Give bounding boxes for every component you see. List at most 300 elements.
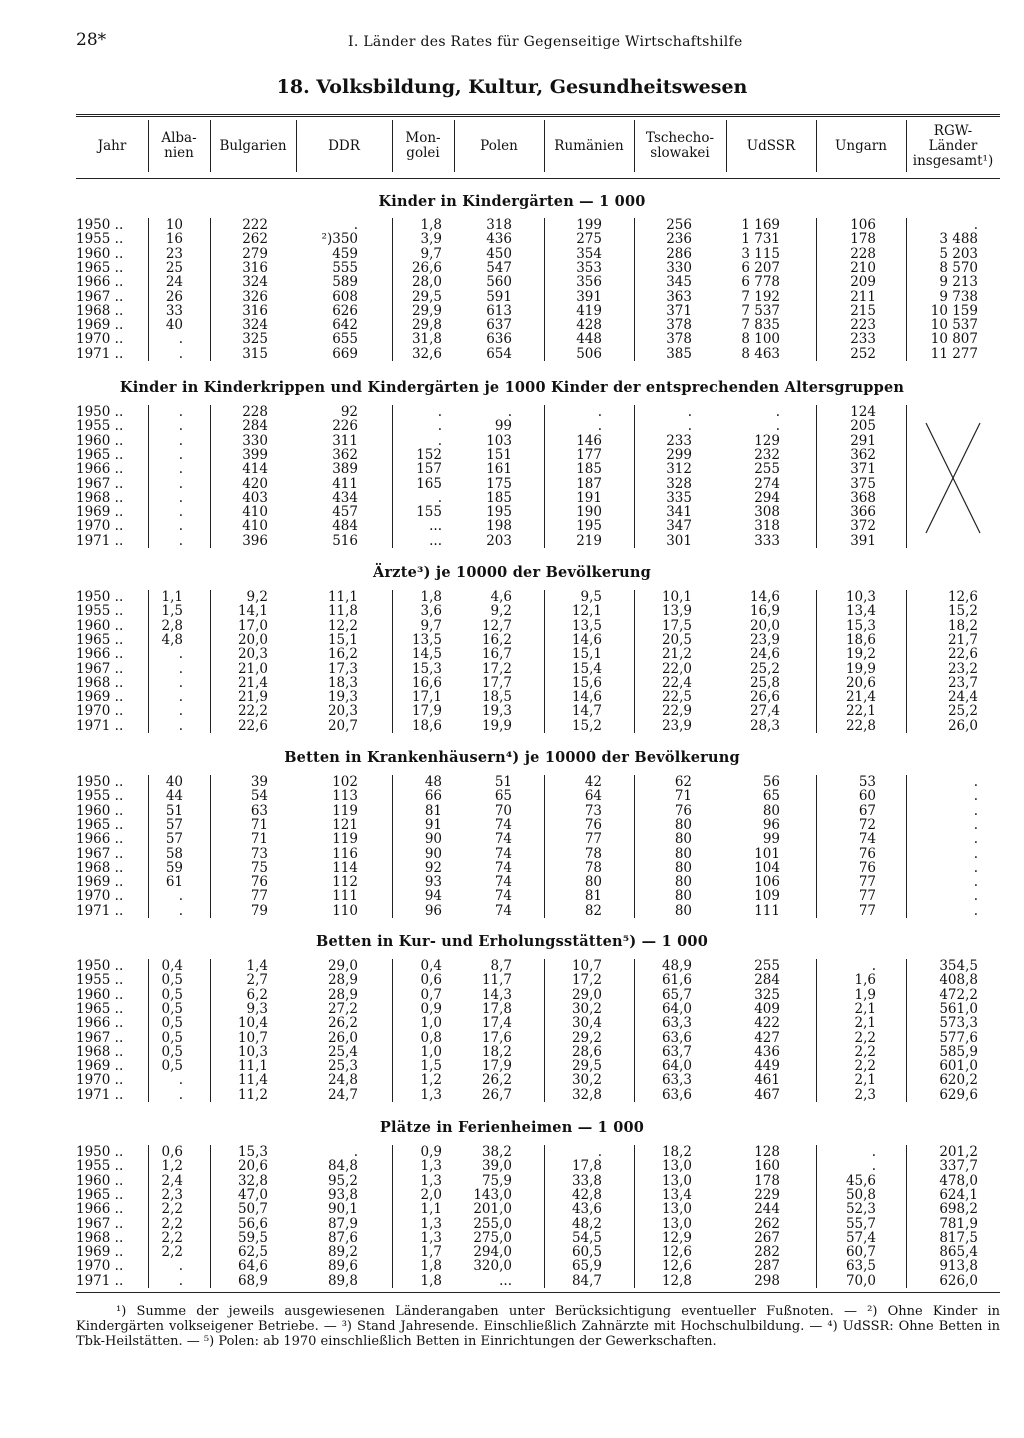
value-cell-udssr: 16,9 [749,603,780,620]
year-cell: 1967 .. [76,1029,124,1046]
value-cell-mongolei: . [437,489,442,506]
value-cell-rumaenien: 14,6 [571,689,602,706]
value-cell-rumaenien: 353 [576,259,602,276]
year-cell: 1970 .. [76,518,124,535]
header-line: Alba- [161,130,197,146]
value-cell-ddr: 24,8 [327,1072,358,1089]
value-cell-albanien: 2,4 [161,1172,183,1189]
value-cell-mongolei: 90 [424,845,442,862]
value-cell-albanien: 0,5 [161,986,183,1003]
value-cell-rumaenien: 190 [576,504,602,521]
year-cell: 1965 .. [76,816,124,833]
value-cell-bulgarien: 420 [242,475,268,492]
value-cell-udssr: 294 [754,489,780,506]
value-cell-rumaenien: 275 [576,231,602,248]
year-cell: 1970 .. [76,331,124,348]
value-cell-ungarn: 10,3 [845,589,876,605]
column-divider [906,120,907,172]
column-divider [296,120,297,172]
value-cell-polen: 26,7 [481,1086,512,1103]
value-cell-albanien: . [178,331,183,348]
value-cell-udssr: 65 [762,788,780,805]
value-cell-albanien: 0,4 [161,958,183,974]
value-cell-rgw: . [973,816,978,833]
column-divider [392,120,393,172]
value-cell-bulgarien: 324 [242,274,268,291]
value-cell-ungarn: 209 [850,274,876,291]
value-cell-rgw: 573,3 [939,1015,978,1032]
value-cell-albanien: . [178,446,183,463]
value-cell-bulgarien: 20,6 [237,1158,268,1175]
table-row [0,775,1024,789]
value-cell-ungarn: 210 [850,259,876,276]
value-cell-albanien: . [178,646,183,663]
value-cell-ddr: 112 [332,874,358,891]
value-cell-ddr: 90,1 [327,1201,358,1218]
value-cell-rumaenien: 30,2 [571,1072,602,1089]
value-cell-polen: 198 [486,518,512,535]
value-cell-albanien: 24 [165,274,183,291]
value-cell-udssr: 1 169 [741,217,780,233]
table-row [0,261,1024,275]
value-cell-polen: 70 [494,802,512,819]
value-cell-bulgarien: 410 [242,504,268,521]
value-cell-mongolei: 0,8 [420,1029,442,1046]
value-cell-bulgarien: 11,2 [237,1086,268,1103]
table-row [0,275,1024,289]
value-cell-albanien: 0,6 [161,1144,183,1160]
value-cell-tschechoslowakei: 63,3 [661,1015,692,1032]
value-cell-rgw: 9 738 [939,288,978,305]
value-cell-tschechoslowakei: 71 [674,788,692,805]
value-cell-albanien: 2,3 [161,1186,183,1203]
value-cell-udssr: 267 [754,1229,780,1246]
value-cell-ungarn: . [871,1144,876,1160]
value-cell-ddr: 15,1 [327,631,358,648]
value-cell-ungarn: 70,0 [845,1272,876,1289]
value-cell-udssr: 8 463 [741,345,780,362]
table-row [0,1088,1024,1102]
year-cell: 1960 .. [76,245,124,262]
value-cell-udssr: 23,9 [749,631,780,648]
value-cell-rgw: 781,9 [939,1215,978,1232]
value-cell-ungarn: 233 [850,331,876,348]
value-cell-udssr: 80 [762,802,780,819]
value-cell-rumaenien: 219 [576,532,602,549]
year-cell: 1955 .. [76,231,124,248]
page-number: 28* [76,30,107,50]
value-cell-ungarn: 19,2 [845,646,876,663]
value-cell-ungarn: 1,6 [854,972,876,989]
value-cell-bulgarien: 1,4 [246,958,268,974]
value-cell-rgw: 21,7 [947,631,978,648]
value-cell-udssr: . [775,404,780,420]
value-cell-udssr: 28,3 [749,717,780,734]
value-cell-ddr: 89,2 [327,1244,358,1261]
value-cell-albanien: . [178,689,183,706]
value-cell-albanien: 0,5 [161,1000,183,1017]
value-cell-ungarn: 77 [858,874,876,891]
value-cell-ddr: 87,9 [327,1215,358,1232]
value-cell-udssr: 3 115 [741,245,780,262]
value-cell-polen: 19,3 [481,703,512,720]
value-cell-tschechoslowakei: 65,7 [661,986,692,1003]
value-cell-rgw: 15,2 [947,603,978,620]
value-cell-bulgarien: 10,3 [237,1043,268,1060]
value-cell-mongolei: . [437,404,442,420]
value-cell-tschechoslowakei: 64,0 [661,1000,692,1017]
value-cell-tschechoslowakei: . [687,418,692,435]
year-cell: 1967 .. [76,660,124,677]
table-row [0,1073,1024,1087]
value-cell-mongolei: 93 [424,874,442,891]
value-cell-albanien: . [178,418,183,435]
value-cell-rumaenien: 12,1 [571,603,602,620]
value-cell-udssr: 24,6 [749,646,780,663]
value-cell-bulgarien: 9,3 [246,1000,268,1017]
value-cell-rgw: 8 570 [939,259,978,276]
value-cell-tschechoslowakei: 335 [666,489,692,506]
value-cell-rgw: 601,0 [939,1058,978,1075]
value-cell-rgw: . [973,902,978,919]
value-cell-rgw: 25,2 [947,703,978,720]
value-cell-ungarn: 67 [858,802,876,819]
value-cell-udssr: 308 [754,504,780,521]
table-row [0,861,1024,875]
value-cell-tschechoslowakei: 12,8 [661,1272,692,1289]
year-cell: 1965 .. [76,259,124,276]
value-cell-rumaenien: 199 [576,217,602,233]
value-cell-mongolei: 92 [424,859,442,876]
value-cell-rgw: 24,4 [947,689,978,706]
value-cell-ddr: 17,3 [327,660,358,677]
value-cell-ddr: 457 [332,504,358,521]
value-cell-mongolei: 29,9 [411,302,442,319]
value-cell-tschechoslowakei: 236 [666,231,692,248]
value-cell-rumaenien: 15,2 [571,717,602,734]
value-cell-ungarn: 50,8 [845,1186,876,1203]
value-cell-albanien: 0,5 [161,1058,183,1075]
table-row [0,889,1024,903]
value-cell-rumaenien: 391 [576,288,602,305]
value-cell-ungarn: 77 [858,902,876,919]
value-cell-mongolei: 16,6 [411,674,442,691]
value-cell-tschechoslowakei: 13,4 [661,1186,692,1203]
value-cell-polen: 320,0 [473,1258,512,1275]
year-cell: 1966 .. [76,1015,124,1032]
table-row [0,1245,1024,1259]
value-cell-bulgarien: 54 [250,788,268,805]
table-row [0,247,1024,261]
value-cell-ddr: 87,6 [327,1229,358,1246]
value-cell-mongolei: 1,2 [420,1072,442,1089]
value-cell-udssr: 178 [754,1172,780,1189]
table-row [0,959,1024,973]
value-cell-ddr: 362 [332,446,358,463]
value-cell-mongolei: 94 [424,888,442,905]
value-cell-mongolei: 1,8 [420,589,442,605]
value-cell-tschechoslowakei: 233 [666,432,692,449]
value-cell-udssr: 422 [754,1015,780,1032]
value-cell-polen: 74 [494,845,512,862]
value-cell-albanien: 59 [165,859,183,876]
value-cell-ungarn: 60,7 [845,1244,876,1261]
value-cell-rumaenien: 73 [584,802,602,819]
value-cell-rgw: . [973,845,978,862]
value-cell-ungarn: 2,1 [854,1000,876,1017]
value-cell-albanien: . [178,1086,183,1103]
table-row [0,505,1024,519]
column-divider [726,120,727,172]
table-row [0,448,1024,462]
value-cell-rumaenien: 42 [584,774,602,790]
value-cell-tschechoslowakei: 378 [666,331,692,348]
value-cell-ungarn: 57,4 [845,1229,876,1246]
value-cell-ddr: 25,4 [327,1043,358,1060]
value-cell-tschechoslowakei: 301 [666,532,692,549]
year-cell: 1955 .. [76,1158,124,1175]
value-cell-ddr: 119 [332,831,358,848]
table-row [0,477,1024,491]
value-cell-ungarn: 106 [850,217,876,233]
value-cell-tschechoslowakei: 345 [666,274,692,291]
value-cell-udssr: 229 [754,1186,780,1203]
value-cell-udssr: 99 [762,831,780,848]
value-cell-rgw: 9 213 [939,274,978,291]
value-cell-ddr: 411 [332,475,358,492]
year-cell: 1967 .. [76,845,124,862]
value-cell-udssr: 298 [754,1272,780,1289]
value-cell-rumaenien: 65,9 [571,1258,602,1275]
value-cell-ddr: 119 [332,802,358,819]
value-cell-rumaenien: 76 [584,816,602,833]
value-cell-rumaenien: 32,8 [571,1086,602,1103]
value-cell-bulgarien: 75 [250,859,268,876]
value-cell-bulgarien: 326 [242,288,268,305]
value-cell-tschechoslowakei: 13,0 [661,1201,692,1218]
year-cell: 1969 .. [76,689,124,706]
year-cell: 1950 .. [76,1144,124,1160]
header-tschechoslowakei [634,131,726,161]
value-cell-bulgarien: 11,4 [237,1072,268,1089]
year-cell: 1967 .. [76,475,124,492]
value-cell-rgw: 26,0 [947,717,978,734]
value-cell-ungarn: 228 [850,245,876,262]
value-cell-albanien: 2,2 [161,1244,183,1261]
value-cell-tschechoslowakei: 80 [674,874,692,891]
value-cell-bulgarien: 324 [242,317,268,334]
value-cell-tschechoslowakei: 80 [674,902,692,919]
value-cell-polen: 74 [494,859,512,876]
value-cell-ddr: 26,2 [327,1015,358,1032]
value-cell-udssr: 244 [754,1201,780,1218]
value-cell-ungarn: 72 [858,816,876,833]
value-cell-udssr: 333 [754,532,780,549]
year-cell: 1968 .. [76,674,124,691]
table-row [0,633,1024,647]
value-cell-mongolei: 0,9 [420,1144,442,1160]
value-cell-mongolei: 9,7 [420,617,442,634]
value-cell-rumaenien: 17,2 [571,972,602,989]
header-line: Mon- [405,130,441,146]
value-cell-rumaenien: 77 [584,831,602,848]
value-cell-ungarn: 372 [850,518,876,535]
value-cell-bulgarien: 2,7 [246,972,268,989]
value-cell-albanien: . [178,1258,183,1275]
value-cell-mongolei: 31,8 [411,331,442,348]
value-cell-ungarn: 74 [858,831,876,848]
value-cell-albanien: . [178,345,183,362]
value-cell-albanien: 23 [165,245,183,262]
section-title: Betten in Kur- und Erholungsstätten⁵) — 1 000 [315,933,709,950]
table-row [0,1031,1024,1045]
table-row [0,304,1024,318]
year-cell: 1971 .. [76,902,124,919]
value-cell-udssr: 26,6 [749,689,780,706]
value-cell-udssr: 274 [754,475,780,492]
value-cell-polen: 17,4 [481,1015,512,1032]
value-cell-ungarn: 22,8 [845,717,876,734]
value-cell-bulgarien: 222 [242,217,268,233]
value-cell-ungarn: 45,6 [845,1172,876,1189]
section-title: Kinder in Kinderkrippen und Kindergärten je 1000 Kinder der entsprechenden Altersgruppen [119,379,905,396]
value-cell-ungarn: 76 [858,845,876,862]
header-line: DDR [328,137,360,154]
value-cell-polen: 450 [486,245,512,262]
value-cell-rgw: 23,7 [947,674,978,691]
value-cell-udssr: 467 [754,1086,780,1103]
value-cell-polen: 14,3 [481,986,512,1003]
value-cell-rumaenien: 30,4 [571,1015,602,1032]
value-cell-rgw: 577,6 [939,1029,978,1046]
year-cell: 1966 .. [76,831,124,848]
year-cell: 1970 .. [76,1072,124,1089]
value-cell-mongolei: 3,9 [420,231,442,248]
value-cell-mongolei: 15,3 [411,660,442,677]
value-cell-mongolei: 17,9 [411,703,442,720]
value-cell-polen: 17,7 [481,674,512,691]
year-cell: 1970 .. [76,703,124,720]
value-cell-bulgarien: 32,8 [237,1172,268,1189]
value-cell-tschechoslowakei: 256 [666,217,692,233]
value-cell-ddr: 89,6 [327,1258,358,1275]
value-cell-albanien: 57 [165,816,183,833]
table-row [0,590,1024,604]
table-row [0,519,1024,533]
value-cell-mongolei: 0,7 [420,986,442,1003]
year-cell: 1971 .. [76,1272,124,1289]
value-cell-polen: 99 [494,418,512,435]
value-cell-rgw: . [973,874,978,891]
value-cell-bulgarien: 76 [250,874,268,891]
value-cell-rumaenien: 14,7 [571,703,602,720]
value-cell-polen: 318 [486,217,512,233]
value-cell-ungarn: 2,3 [854,1086,876,1103]
value-cell-polen: 74 [494,902,512,919]
value-cell-udssr: 436 [754,1043,780,1060]
value-cell-ddr: 516 [332,532,358,549]
value-cell-ddr: 95,2 [327,1172,358,1189]
value-cell-mongolei: 1,8 [420,1272,442,1289]
value-cell-rumaenien: 33,8 [571,1172,602,1189]
value-cell-polen: 8,7 [490,958,512,974]
value-cell-rumaenien: 356 [576,274,602,291]
footnotes [76,1304,1000,1349]
value-cell-ddr: 642 [332,317,358,334]
value-cell-bulgarien: 77 [250,888,268,905]
table-row [0,719,1024,733]
value-cell-albanien: 0,5 [161,1029,183,1046]
year-cell: 1968 .. [76,1043,124,1060]
value-cell-ddr: 589 [332,274,358,291]
value-cell-rumaenien: 13,5 [571,617,602,634]
table-row [0,904,1024,918]
value-cell-tschechoslowakei: 22,4 [661,674,692,691]
value-cell-udssr: 14,6 [749,589,780,605]
value-cell-tschechoslowakei: 17,5 [661,617,692,634]
value-cell-ungarn: 1,9 [854,986,876,1003]
value-cell-rgw: 10 537 [930,317,978,334]
value-cell-mongolei: 1,0 [420,1015,442,1032]
year-cell: 1966 .. [76,274,124,291]
column-divider [454,120,455,172]
value-cell-rumaenien: . [597,1144,602,1160]
value-cell-polen: 17,2 [481,660,512,677]
header-line: Länder [928,137,978,154]
value-cell-udssr: 104 [754,859,780,876]
value-cell-ddr: 484 [332,518,358,535]
value-cell-udssr: 101 [754,845,780,862]
value-cell-rumaenien: 9,5 [580,589,602,605]
value-cell-bulgarien: 10,4 [237,1015,268,1032]
value-cell-udssr: 427 [754,1029,780,1046]
value-cell-mongolei: 96 [424,902,442,919]
value-cell-rumaenien: 15,6 [571,674,602,691]
value-cell-tschechoslowakei: 330 [666,259,692,276]
table-row [0,1188,1024,1202]
value-cell-bulgarien: 21,0 [237,660,268,677]
value-cell-udssr: . [775,418,780,435]
rule-line [76,1292,1000,1293]
table-row [0,1174,1024,1188]
year-cell: 1970 .. [76,1258,124,1275]
value-cell-tschechoslowakei: 63,6 [661,1086,692,1103]
year-cell: 1950 .. [76,589,124,605]
value-cell-udssr: 106 [754,874,780,891]
value-cell-ddr: 114 [332,859,358,876]
year-cell: 1960 .. [76,432,124,449]
value-cell-udssr: 325 [754,986,780,1003]
value-cell-bulgarien: 284 [242,418,268,435]
value-cell-udssr: 282 [754,1244,780,1261]
value-cell-bulgarien: 410 [242,518,268,535]
value-cell-tschechoslowakei: 385 [666,345,692,362]
value-cell-bulgarien: 14,1 [237,603,268,620]
value-cell-polen: 9,2 [490,603,512,620]
value-cell-polen: 201,0 [473,1201,512,1218]
value-cell-polen: ... [499,1272,512,1289]
year-cell: 1968 .. [76,302,124,319]
value-cell-mongolei: 3,6 [420,603,442,620]
value-cell-ddr: 24,7 [327,1086,358,1103]
table-row [0,1202,1024,1216]
value-cell-mongolei: 1,8 [420,217,442,233]
value-cell-albanien: . [178,475,183,492]
value-cell-mongolei: 17,1 [411,689,442,706]
value-cell-rumaenien: 448 [576,331,602,348]
value-cell-polen: 143,0 [473,1186,512,1203]
value-cell-polen: 17,9 [481,1058,512,1075]
